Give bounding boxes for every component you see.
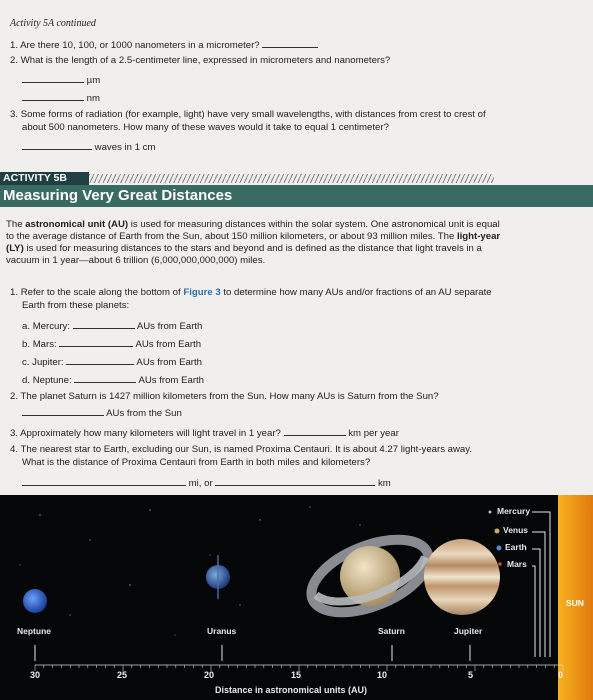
question-text: Some forms of radiation (for example, light) have very small wavelengths, with distances from crest to crest of: [20, 109, 486, 120]
mars-dot: [498, 562, 502, 566]
answer-blank[interactable]: [22, 73, 84, 83]
axis-label: Distance in astronomical units (AU): [215, 685, 368, 695]
answer-blank[interactable]: [22, 91, 84, 101]
label-earth: Earth: [505, 542, 527, 552]
scale-tick-20: 20: [204, 670, 215, 680]
label-saturn: Saturn: [378, 626, 405, 636]
scale-tick-10: 10: [377, 670, 388, 680]
question-number: 4.: [10, 444, 19, 455]
answer-blank[interactable]: [22, 406, 104, 416]
answer-blank-km[interactable]: [215, 476, 375, 486]
hatch-decoration: [89, 174, 494, 183]
label-venus: Venus: [503, 525, 529, 535]
question-5a-3-cont: about 500 nanometers. How many of these waves would it take to equal 1 centimeter?: [22, 122, 389, 133]
question-text: Are there 10, 100, or 1000 nanometers in a micrometer?: [20, 40, 260, 51]
label-mercury: Mercury: [497, 506, 531, 516]
answer-row-waves: [22, 140, 155, 154]
term-light-year: light-year: [456, 231, 501, 242]
answer-blank[interactable]: [262, 38, 318, 48]
label-sun: SUN: [566, 598, 584, 608]
question-number: 3.: [10, 109, 19, 120]
answer-row-micrometers: [22, 73, 100, 87]
scale-tick-25: 25: [117, 670, 128, 680]
question-5a-1: [10, 38, 318, 52]
question-5b-4-cont: What is the distance of Proxima Centauri from Earth in both miles and kilometers?: [22, 457, 371, 468]
label-mars: Mars: [507, 559, 527, 569]
question-5b-1: 1. Refer to the scale along the bottom of Figure 3 to determine how many AUs and/or fractions of an AU separate: [10, 287, 492, 298]
question-5b-4: 4. The nearest star to Earth, excluding our Sun, is named Proxima Centauri. It is about 4.27 light-years away.: [10, 444, 473, 455]
answer-blank[interactable]: [73, 319, 135, 329]
question-5a-2: [10, 55, 390, 67]
figure-link[interactable]: Figure 3: [183, 287, 221, 298]
sub-question-mars: b. Mars: AUs from Earth: [22, 339, 202, 350]
outer-planet-arrows: [35, 645, 470, 661]
answer-row-nanometers: [22, 91, 100, 105]
answer-blank[interactable]: [59, 337, 133, 347]
term-au: astronomical unit (AU): [25, 219, 129, 230]
question-number: 2.: [10, 391, 19, 402]
mercury-dot: [489, 511, 492, 514]
label-uranus: Uranus: [207, 626, 237, 636]
question-5b-3: 3. Approximately how many kilometers will light travel in 1 year? km per year: [10, 428, 399, 439]
question-number: 1.: [10, 287, 19, 298]
question-5a-3: [10, 109, 486, 121]
label-neptune: Neptune: [17, 626, 51, 636]
scale-tick-15: 15: [291, 670, 302, 680]
answer-row-saturn: AUs from the Sun: [22, 406, 182, 420]
question-number: 2.: [10, 55, 19, 66]
jupiter-planet: [424, 539, 500, 615]
unit-label: µm: [86, 75, 101, 86]
star-field: [20, 506, 361, 635]
neptune-planet: [23, 589, 47, 613]
label-jupiter: Jupiter: [454, 626, 483, 636]
activity-label: ACTIVITY 5B: [0, 172, 89, 185]
intro-paragraph: The astronomical unit (AU) is used for measuring distances within the solar system. One astronomical unit is equal to the average distance of Earth from the Sun, about 150 million kilometers, or about 93 million miles. The light-year (LY) is used for measuring distances to the stars and beyond and is defined as the distance that light travels in a vacuum in 1 year—about 6 trillion (6,000,000,000,000) miles.: [6, 219, 501, 266]
section-title: Measuring Very Great Distances: [0, 185, 593, 207]
unit-label: waves in 1 cm: [94, 142, 156, 153]
unit-label: nm: [86, 93, 100, 104]
answer-blank-miles[interactable]: [22, 476, 186, 486]
sub-question-mercury: a. Mercury: AUs from Earth: [22, 321, 203, 332]
answer-row-proxima: mi, or km: [22, 476, 391, 490]
scale-tick-5: 5: [468, 670, 474, 680]
answer-blank[interactable]: [22, 140, 92, 150]
scale-tick-30: 30: [30, 670, 41, 680]
question-5b-1-cont: Earth from these planets:: [22, 300, 130, 311]
scale-tick-0: 0: [558, 670, 564, 680]
question-5b-2: 2. The planet Saturn is 1427 million kilometers from the Sun. How many AUs is Saturn from the Sun?: [10, 391, 439, 402]
venus-dot: [495, 529, 500, 534]
inner-planet-leaders: [532, 512, 550, 657]
answer-blank[interactable]: [284, 426, 346, 436]
earth-dot: [497, 546, 502, 551]
question-text: What is the length of a 2.5-centimeter line, expressed in micrometers and nanometers?: [20, 55, 391, 66]
question-number: 1.: [10, 40, 19, 51]
activity-continued-label: Activity 5A continued: [10, 18, 96, 29]
answer-blank[interactable]: [66, 355, 134, 365]
saturn-planet: [301, 525, 438, 627]
solar-system-figure: [0, 495, 593, 700]
answer-blank[interactable]: [74, 373, 136, 383]
sub-question-neptune: d. Neptune: AUs from Earth: [22, 375, 205, 386]
sub-question-jupiter: c. Jupiter: AUs from Earth: [22, 357, 202, 368]
question-number: 3.: [10, 428, 19, 439]
